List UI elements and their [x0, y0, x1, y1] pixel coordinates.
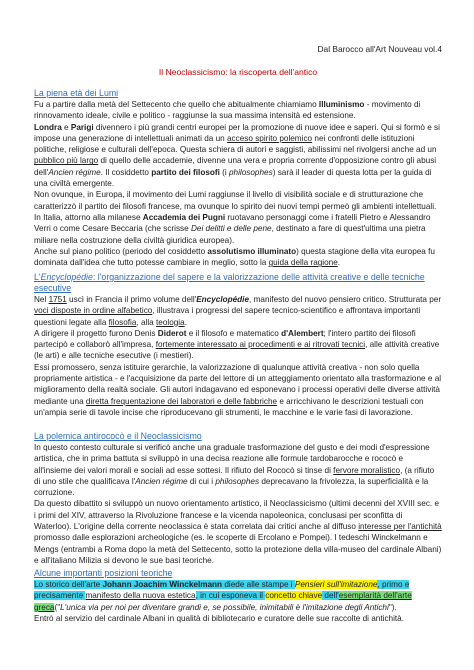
section-heading: L'Encyclopédie: l'organizzazione del sapere e la valorizzazione delle attività creative e delle tecniche esecutive: [34, 272, 425, 293]
paragraph: Entrò al servizio del cardinale Albani in qualità di bibliotecario e curatore delle sue raccolte di antichità.: [34, 613, 405, 623]
section-encyclopedie: [34, 272, 442, 418]
paragraph: Lo storico dell'arte Johann Joachim Winckelmann diede alle stampe i Pensieri sull'imitazione, primo e precisamente manifesto della nuova estetica, in cui esponeva il concetto chiave dell'esemplarità dell'arte greca("L'unica via per noi per diventare grandi e, se possibile, inimitabili è l'imitazione degli Antichi").: [34, 580, 412, 612]
section-lumi: [34, 88, 442, 268]
section-heading: La polemica antirococò e il Neoclassicismo: [34, 431, 202, 441]
paragraph: Anche sul piano politico (periodo del cosiddetto assolutismo illuminato) questa stagione della vita europea fu dominata dall'idea che tutto potesse cambiare in meglio, sotto la guida della ragione.: [34, 246, 435, 268]
paragraph: Da questo dibattito si sviluppò un nuovo orientamento artistico, il Neoclassicismo (ultimi decenni del XVIII sec. e i primi del XIV, attraverso la Rivoluzione francese e la vicenda napoleonica, conclusasi per sconfitta di Waterloo). L'origine della corrente neoclassica è stata correlata dai critici anche al diffuso interesse per l'antichità promosso dalle esplorazioni archeologiche (es. le scoperte di Ercolano e Pompei). I tedeschi Winckelmann e Mengs (entrambi a Roma dopo la metà del Settecento, sotto la protezione della villa-museo del cardinale Albani) e all'italiano Milizia si devono le sue basi teoriche.: [34, 499, 442, 565]
paragraph: Non ovunque, in Europa, il movimento dei Lumi raggiunse il livello di visibilità sociale e di strutturazione che caratterizzò il partito dei filosofi francese, ma ovunque lo spirito dei nuovi tempi permeò gli ambienti intellettuali. In Italia, attorno alla milanese Accademia dei Pugni ruotavano personaggi come i fratelli Pietro e Alessandro Verri o come Cesare Beccaria (che scrisse Dei delitti e delle pene, destinato a fare di quest'ultima una pietra miliare nella costruzione della civiltà giuridica europea).: [34, 190, 437, 245]
running-header: Dal Barocco all'Art Nouveau vol.4: [317, 44, 442, 54]
section-heading: La piena età dei Lumi: [34, 88, 119, 98]
paragraph: Fu a partire dalla metà del Settecento che quello che abitualmente chiamiamo Illuminismo - movimento di rinnovamento ideale, civile e politico - raggiunse la sua massima intensità ed estensione.: [34, 100, 421, 121]
paragraph: Londra e Parigi divennero i più grandi centri europei per la promozione di nuove idee e saperi. Qui si formò e si impose una generazione di intellettuali animati da un acceso spirito polemico nei confronti delle istituzioni politiche, religiose e culturali dell'epoca. Questa schiera di autori e saggisti, abilissimi nel rivolgersi anche ad un pubblico più largo di quello delle accademie, divenne una vera e propria corrente d'opposizione contro gli abusi dell'Ancien régime. Il cosiddetto partito dei filosofi (i philosophes) sarà il leader di questa lotta per la guida di una civiltà emergente.: [34, 122, 440, 189]
section-posizioni-teoriche: [34, 568, 442, 624]
section-polemica: [34, 431, 442, 566]
paragraph: Nel 1751 uscì in Francia il primo volume dell'Encyclopédie, manifesto del nuovo pensiero critico. Strutturata per voci disposte in ordine alfabetico, illustrava i progressi del sapere tecnico-scientifico e affrontava importanti questioni legate alla filosofia, alla teologia.: [34, 295, 442, 327]
paragraph: A dirigere il progetto furono Denis Diderot e il filosofo e matematico d'Alembert; l'intero partito dei filosofi partecipò e collaborò all'impresa, fortemente interessato ai procedimenti e ai ritrovati tecnici, alle attività creative (le arti) e alle tecniche esecutive (i mestieri).: [34, 328, 440, 361]
document-title: Il Neoclassicismo: la riscoperta dell'antico: [158, 67, 318, 77]
paragraph: In questo contesto culturale si verificò anche una graduale trasformazione del gusto e dei modi d'espressione artistica, che in prima battuta si sviluppò in una decisa reazione alle formule tardobarocche e rococò e all'insieme dei valori morali e sociali ad esse sottesi. Il rifiuto del Rococò si tinse di fervore moralistico, (a rifiuto di uno stile che qualificava l'Ancien régime di cui i philosophes deprecavano la frivolezza, la superficialità e la corruzione.: [34, 443, 435, 498]
paragraph: Essi promossero, senza istituire gerarchie, la valorizzazione di qualunque attività creativa - non solo quella propriamente artistica - e l'acquisizione da parte del lettore di un atteggiamento orientato alla trasformazione e al miglioramento della realtà sociale. Gli autori indagavano ed esponevano i processi operativi delle diverse attività mediante una diretta frequentazione dei laboratori e delle fabbriche e arricchivano le descrizioni testuali con un'ampia serie di tavole incise che riproducevano gli strumenti, le macchine e le varie fasi di lavorazione.: [34, 362, 442, 417]
section-heading: Alcune importanti posizioni teoriche: [34, 568, 173, 578]
